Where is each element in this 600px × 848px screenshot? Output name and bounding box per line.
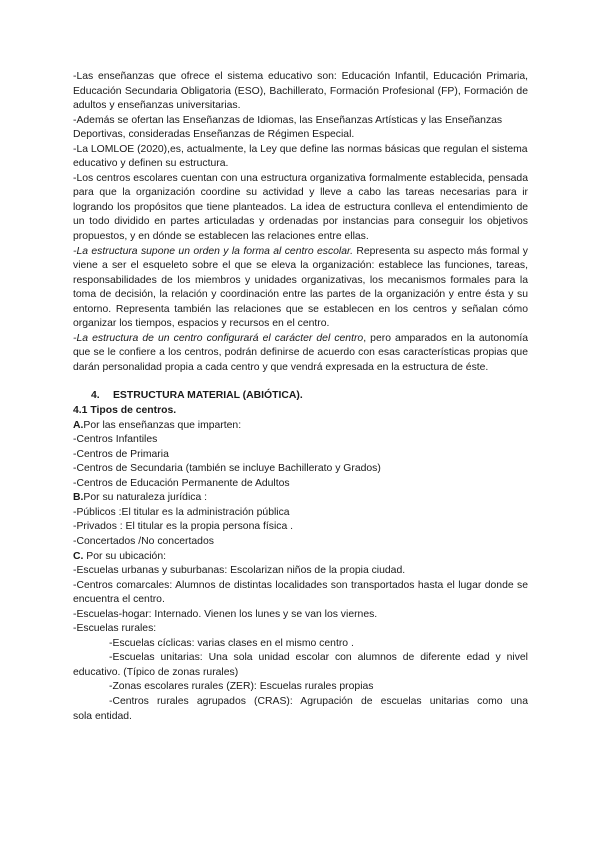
group-a-label: Por las enseñanzas que imparten: xyxy=(83,419,242,431)
section-number: 4. xyxy=(91,390,100,402)
group-c-letter: C. xyxy=(73,550,84,562)
paragraph-estructura-orden xyxy=(73,245,528,332)
rural-item: -Centros rurales agrupados (CRAS): Agrupación de escuelas unitarias como una xyxy=(109,695,528,707)
list-item: -Concertados /No concertados xyxy=(73,535,214,547)
rural-item-continuation: sola entidad. xyxy=(73,710,132,722)
group-c-heading xyxy=(73,550,528,565)
group-c-label: Por su ubicación: xyxy=(83,550,166,562)
list-item: -Centros comarcales: Alumnos de distintas localidades son transportados hasta el lugar donde se encuentra el centro. xyxy=(73,579,528,606)
document-page xyxy=(73,70,528,724)
list-item: -Centros Infantiles xyxy=(73,434,158,446)
rural-item: -Zonas escolares rurales (ZER): Escuelas rurales propias xyxy=(109,681,374,693)
paragraph-estructura-organizativa: -Los centros escolares cuentan con una estructura organizativa formalmente establecida, pensada para que la organización coordine su actividad y lleve a cabo las tareas necesarias para ir logrando los propósitos que tiene planteados. La idea de estructura conlleva el entendimiento de un todo dividido en partes articuladas y ordenadas por instancias para conseguir los objetivos propuestos, y en dónde se establecen las relaciones entre ellas. xyxy=(73,172,528,243)
group-b-letter: B. xyxy=(73,492,84,504)
group-a-letter: A. xyxy=(73,419,84,431)
section-heading xyxy=(73,389,528,404)
paragraph-regimen-especial: -Además se ofertan las Enseñanzas de Idiomas, las Enseñanzas Artísticas y las Enseñanzas Deportivas, consideradas Enseñanzas de Régimen Especial. xyxy=(73,114,503,141)
emphasis-caracter-centro: -La estructura de un centro configurará el carácter del centro xyxy=(73,332,364,344)
paragraph-ensenanzas: -Las enseñanzas que ofrece el sistema educativo son: Educación Infantil, Educación Primaria, Educación Secundaria Obligatoria (ESO), Bachillerato, Formación Profesional (FP), Formación de adultos y enseñanzas universitarias. xyxy=(73,71,528,112)
text-caracter-centro: , pero amparados en la autonomía que se le confiere a los centros, podrán definirse de acuerdo con esas características propias que darán personalidad propia a cada centro y que vendrá expresada en la estructura de éste. xyxy=(73,332,528,373)
list-item: -Escuelas-hogar: Internado. Vienen los lunes y se van los viernes. xyxy=(73,608,378,620)
text-estructura-orden: Representa su aspecto más formal y viene a ser el esqueleto sobre el que se eleva la organización: establece las funciones, tareas, responsabilidades de los miembros y unidades organizativas, los mecanismos formales para la toma de decisión, la relación y coordinación entre las partes de la organización y entre ésta y su entorno. Representa también las relaciones que se establecen en los centros y señalan cómo organizar los tiempos, espacios y recursos en el centro. xyxy=(73,245,528,330)
emphasis-estructura-orden: -La estructura supone un orden y la forma al centro escolar. xyxy=(73,245,353,257)
group-a-heading xyxy=(73,419,528,434)
list-item: -Escuelas urbanas y suburbanas: Escolarizan niños de la propia ciudad. xyxy=(73,565,406,577)
list-item: -Centros de Educación Permanente de Adultos xyxy=(73,477,290,489)
section-title: ESTRUCTURA MATERIAL (ABIÓTICA). xyxy=(113,390,303,402)
subsection-heading: 4.1 Tipos de centros. xyxy=(73,405,177,417)
list-item: -Centros de Secundaria (también se incluye Bachillerato y Grados) xyxy=(73,463,381,475)
rural-item: -Escuelas cíclicas: varias clases en el mismo centro . xyxy=(109,637,354,649)
group-b-label: Por su naturaleza jurídica : xyxy=(83,492,208,504)
list-item: -Privados : El titular es la propia persona física . xyxy=(73,521,294,533)
list-item: -Escuelas rurales: xyxy=(73,623,157,635)
list-item: -Públicos :El titular es la administración pública xyxy=(73,506,290,518)
list-item: -Centros de Primaria xyxy=(73,448,169,460)
paragraph-caracter-centro xyxy=(73,332,528,376)
paragraph-lomloe: -La LOMLOE (2020),es, actualmente, la Ley que define las normas básicas que regulan el sistema educativo y definen su estructura. xyxy=(73,143,528,170)
group-b-heading xyxy=(73,491,528,506)
rural-item-continuation: educativo. (Típico de zonas rurales) xyxy=(73,666,239,678)
rural-item: -Escuelas unitarias: Una sola unidad escolar con alumnos de diferente edad y nivel xyxy=(109,652,528,664)
